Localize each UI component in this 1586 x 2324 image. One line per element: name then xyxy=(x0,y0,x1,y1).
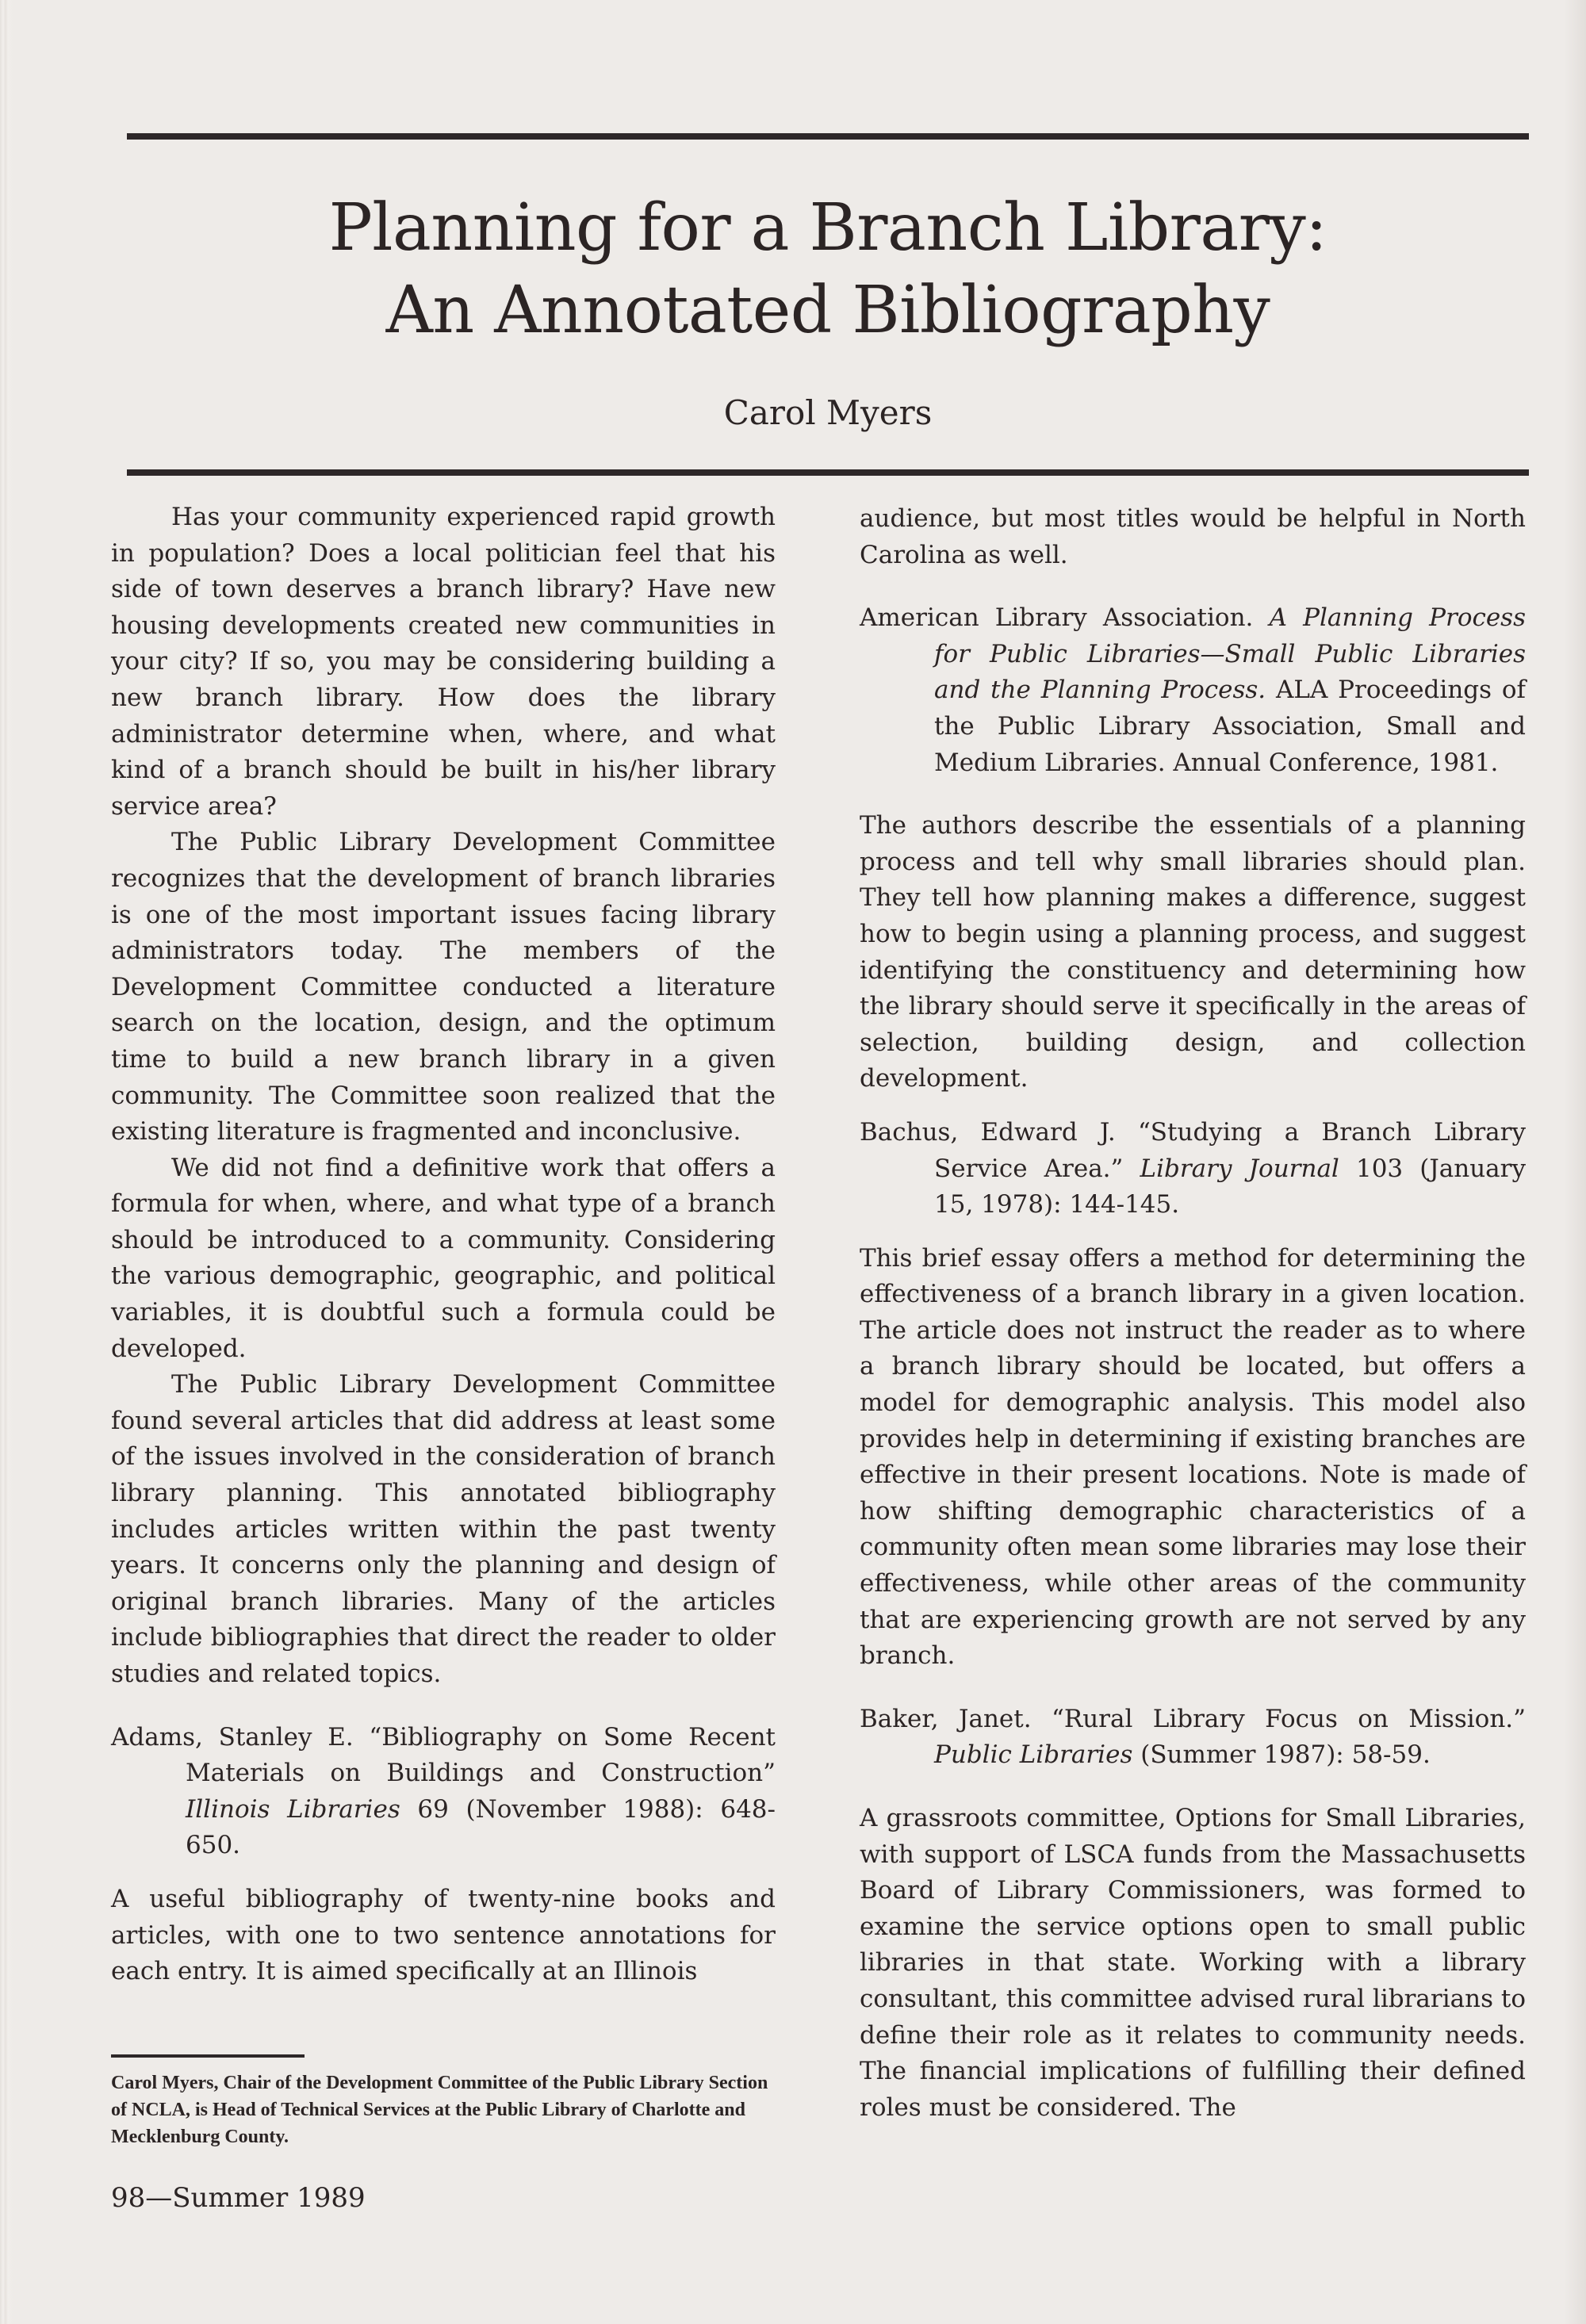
intro-paragraph: The Public Library Development Committee recognizes that the development of branch libraries is one of the most important issues facing library administrators today. The members of the Development Committee conducted a literature search on the location, design, and the optimum time to build a new branch library in a given community. The Committee soon realized that the existing literature is fragmented and inconclusive. xyxy=(111,828,776,1147)
entry-details: 103 (January 15, 1978): 144-145. xyxy=(934,1154,1526,1219)
author-byline: Carol Myers xyxy=(723,393,933,432)
article-title-line-1: Planning for a Branch Library: xyxy=(328,190,1327,266)
entry-title: A Planning Process for Public Libraries—Small Public Libraries and the Planning Process. xyxy=(934,603,1527,705)
entry-details: ALA Proceedings of the Public Library Association, Small and Medium Libraries. Annual Conference, 1981. xyxy=(934,676,1526,777)
bibliography-entry-adams xyxy=(111,1720,776,1864)
bibliography-entry-bachus xyxy=(860,1115,1526,1223)
entry-author: American Library Association. xyxy=(860,603,1254,633)
article-title xyxy=(127,187,1529,352)
left-column xyxy=(111,500,776,1990)
bibliography-entry-baker xyxy=(860,1702,1526,1774)
entry-annotation: A grassroots committee, Options for Small Libraries, with support of LSCA funds from the Massachusetts Board of Library Commissioners, was formed to examine the service options open to small public libraries in that state. Working with a library consultant, this committee advised rural librarians to define their role as it relates to community needs. The financial implications of fulfilling their defined roles must be considered. The xyxy=(860,1804,1526,2122)
page-binding-edge xyxy=(0,0,13,2324)
entry-author: Bachus, Edward J. xyxy=(860,1117,1116,1147)
header-top-rule xyxy=(127,133,1529,140)
bibliography-entry-ala xyxy=(860,600,1526,781)
header-bottom-rule xyxy=(127,469,1529,476)
entry-title: “Rural Library Focus on Mission.” xyxy=(1052,1704,1527,1733)
annotation-continuation: audience, but most titles would be helpful in North Carolina as well. xyxy=(860,504,1526,569)
intro-paragraph: We did not find a definitive work that offers a formula for when, where, and what type of a branch should be introduced to a community. Considering the various demographic, geographic, and political variables, it is doubtful such a formula could be developed. xyxy=(111,1153,776,1363)
entry-annotation: The authors describe the essentials of a planning process and tell why small libraries should plan. They tell how planning makes a difference, suggest how to begin using a planning process, and suggest identifying the constituency and determining how the library should serve it specifically in the areas of selection, building design, and collection development. xyxy=(860,811,1526,1093)
right-column xyxy=(860,501,1526,2126)
intro-paragraph: The Public Library Development Committee found several articles that did address at least some of the issues involved in the consideration of branch library planning. This annotated bibliography includes articles written within the past twenty years. It concerns only the planning and design of original branch libraries. Many of the articles include bibliographies that direct the reader to older studies and related topics. xyxy=(111,1370,776,1688)
footnote-rule xyxy=(111,2054,305,2058)
entry-author: Baker, Janet. xyxy=(860,1704,1032,1733)
entry-details: 69 (November 1988): 648-650. xyxy=(186,1794,776,1860)
author-footnote: Carol Myers, Chair of the Development Committee of the Public Library Section of NCLA, is Head of Technical Services at the Public Library of Charlotte and Mecklenburg County. xyxy=(111,2073,768,2147)
entry-title: “Studying a Branch Library Service Area.” xyxy=(934,1117,1526,1183)
entry-author: Adams, Stanley E. xyxy=(111,1722,354,1752)
entry-journal: Illinois Libraries xyxy=(186,1794,400,1824)
entry-annotation: This brief essay offers a method for determining the effectiveness of a branch library in a given location. The article does not instruct the reader as to where a branch library should be located, but offers a model for demographic analysis. This model also provides help in determining if existing branches are effective in their present locations. Note is made of how shifting demographic characteristics of a community often mean some libraries may lose their effectiveness, while other areas of the community that are experiencing growth are not served by any branch. xyxy=(860,1243,1526,1671)
article-title-line-2: An Annotated Bibliography xyxy=(385,273,1270,348)
intro-paragraph: Has your community experienced rapid growth in population? Does a local politician feel that his side of town deserves a branch library? Have new housing developments created new communities in your city? If so, you may be considering building a new branch library. How does the library administrator determine when, where, and what kind of a branch should be built in his/her library service area? xyxy=(111,503,776,821)
entry-journal: Public Libraries xyxy=(934,1740,1133,1770)
entry-journal: Library Journal xyxy=(1140,1154,1339,1183)
entry-details: (Summer 1987): 58-59. xyxy=(1140,1740,1431,1770)
entry-annotation: A useful bibliography of twenty-nine books and articles, with one to two sentence annotations for each entry. It is aimed specifically at an Illinois xyxy=(111,1884,776,1986)
page-folio: 98—Summer 1989 xyxy=(111,2182,366,2214)
page-shadow xyxy=(1564,0,1586,2324)
entry-title: “Bibliography on Some Recent Materials on Buildings and Construction” xyxy=(186,1722,776,1788)
